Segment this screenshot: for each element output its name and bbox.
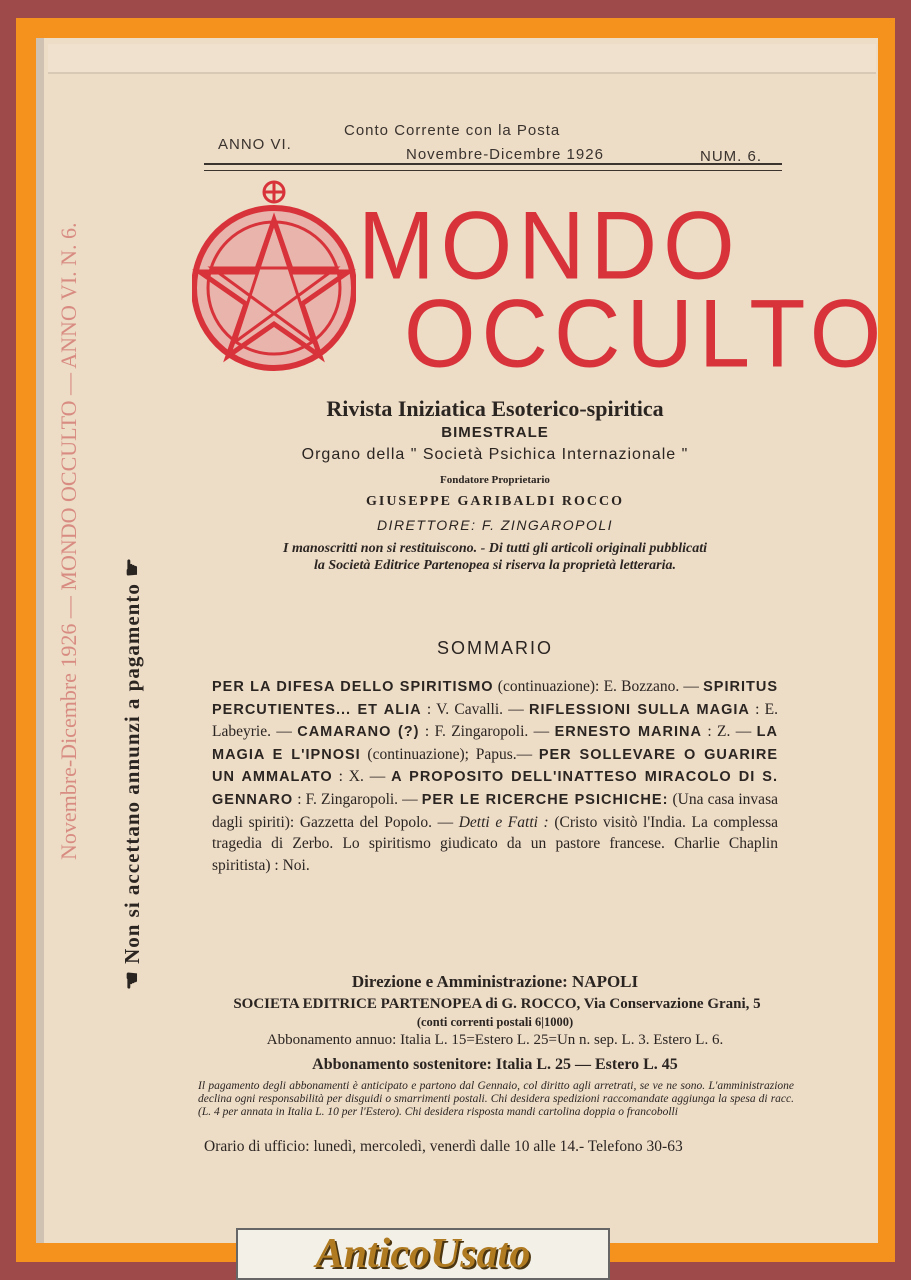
toc-entry: PER SOLLEVARE O GUARIRE UN AMMALATO : X. — — [212, 746, 778, 786]
issue-number: NUM. 6. — [700, 148, 763, 165]
toc-entry: Detti e Fatti : (Cristo visitò l'India. La complessa tragedia di Zerbo. Lo spiritismo giudicato da un pastore francese. Charlie Chaplin spiritista) : Noi. — [212, 813, 778, 874]
title-mondo: MONDO — [358, 192, 741, 300]
notice-line-2: la Società Editrice Partenopea si riserva la proprietà letteraria. — [313, 558, 677, 573]
office-hours: Orario di ufficio: lunedì, mercoledì, venerdì dalle 10 alle 14.- Telefono 30-63 — [204, 1138, 683, 1155]
supporter-subscription: Abbonamento sostenitore: Italia L. 25 — Estero L. 45 — [312, 1056, 678, 1073]
title-occulto: OCCULTO — [404, 280, 888, 388]
pentagram-seal-logo — [192, 178, 356, 374]
divider — [204, 170, 782, 171]
toc-entry: PER LA DIFESA DELLO SPIRITISMO (continuazione): E. Bozzano. — — [212, 678, 704, 695]
subtitle: Rivista Iniziatica Esoterico-spiritica — [326, 396, 664, 421]
organ: Organo della " Società Psichica Internazionale " — [301, 446, 689, 463]
conto-corrente: Conto Corrente con la Posta — [344, 122, 561, 139]
toc-entry: RIFLESSIONI SULLA MAGIA : E. Labeyrie. — — [212, 700, 778, 741]
toc-entry: SPIRITUS PERCUTIENTES... ET ALIA : V. Cavalli. — — [212, 679, 778, 718]
director: DIRETTORE: F. ZINGAROPOLI — [376, 517, 614, 533]
fine-print: Il pagamento degli abbonamenti è anticipato e partono dal Gennaio, col diritto agli arretrati, se ve ne sono. L'amministrazione declina ogni responsabilità per disguidi o smarrimenti postali. Chi desidera spedizioni raccomandate aggiunga la spesa di racc. (L. 4 per annata in Italia L. 10 per l'Estero). Chi desidera risposta mandi cartolina doppia o francobolli — [198, 1080, 794, 1118]
spine-notice: ☚ Non si accettano annunzi a pagamento ☛ — [120, 557, 144, 990]
spine-title: Novembre-Dicembre 1926 — MONDO OCCULTO — ANNO VI. N. 6. — [56, 222, 81, 860]
frequency: BIMESTRALE — [441, 424, 549, 441]
notice-line-1: I manoscritti non si restituiscono. - Di tutti gli articoli originali pubblicati — [283, 541, 707, 556]
founder-label: Fondatore Proprietario — [440, 474, 550, 486]
sommario-heading: SOMMARIO — [436, 638, 553, 658]
toc-entry: PER LE RICERCHE PSICHICHE: (Una casa invasa dagli spiriti): Gazzetta del Popolo. — — [212, 790, 778, 831]
annual-subscription: Abbonamento annuo: Italia L. 15=Estero L. 25=Un n. sep. L. 3. Estero L. 6. — [266, 1032, 724, 1048]
direzione: Direzione e Amministrazione: NAPOLI — [351, 972, 639, 991]
toc-entry: LA MAGIA E L'IPNOSI (continuazione); Papus.— — [212, 724, 778, 763]
page-edge — [48, 44, 876, 74]
toc-entry: ERNESTO MARINA : Z. — — [554, 723, 757, 741]
publisher-address: SOCIETA EDITRICE PARTENOPEA di G. ROCCO, Via Conservazione Grani, 5 — [233, 996, 761, 1012]
table-of-contents — [212, 676, 778, 876]
anno: ANNO VI. — [218, 136, 292, 153]
watermark-banner: AnticoUsato — [236, 1228, 610, 1280]
toc-entry: CAMARANO (?) : F. Zingaropoli. — — [297, 723, 555, 741]
postal-accounts: (conti correnti postali 6|1000) — [416, 1015, 574, 1029]
toc-entry: A PROPOSITO DELL'INATTESO MIRACOLO DI S. GENNARO : F. Zingaropoli. — — [212, 769, 778, 808]
founder: GIUSEPPE GARIBALDI ROCCO — [365, 494, 625, 509]
divider — [204, 163, 782, 165]
issue-date: Novembre-Dicembre 1926 — [406, 146, 604, 163]
